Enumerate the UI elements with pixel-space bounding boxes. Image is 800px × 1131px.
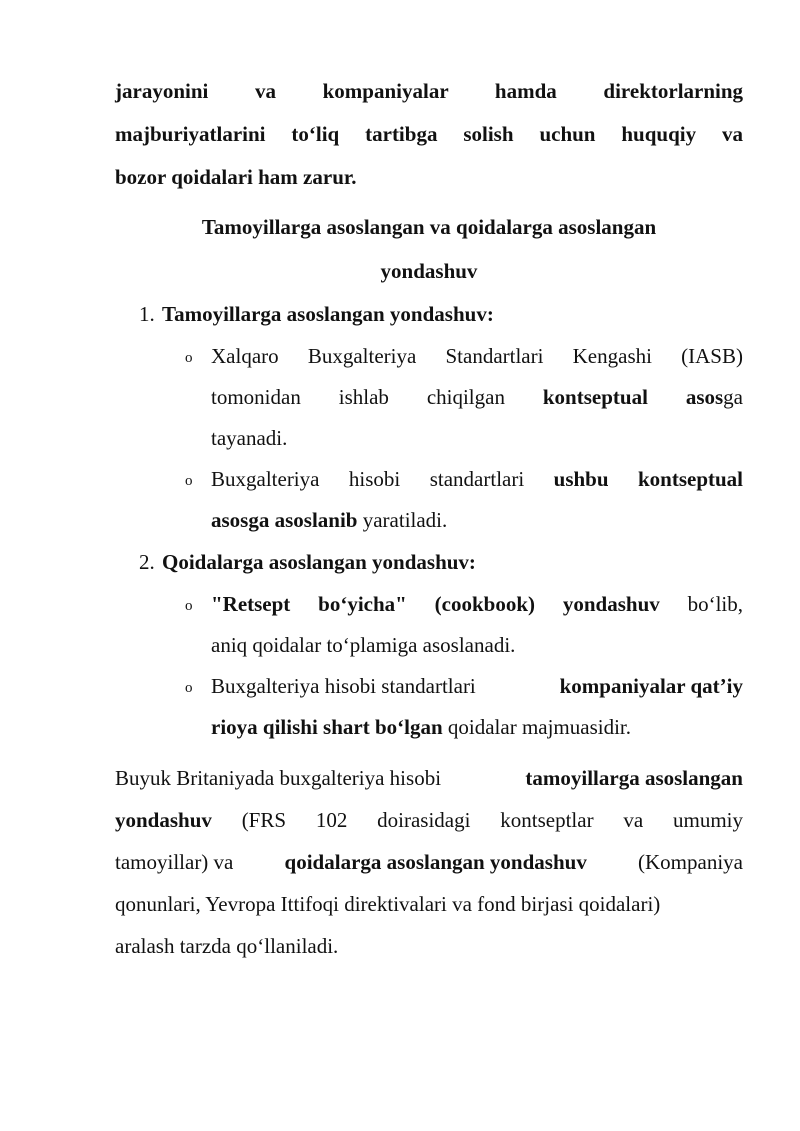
word: solish xyxy=(463,122,514,146)
bullet-item xyxy=(115,584,743,666)
bullet-icon: o xyxy=(185,598,193,614)
bullet-line: aniq qoidalar to‘plamiga asoslanadi. xyxy=(211,633,516,657)
bullet-line: "Retsept bo‘yicha" (cookbook) yondashuv bo‘lib, xyxy=(211,592,744,616)
bullet-line: rioya qilishi shart bo‘lgan qoidalar majmuasidir. xyxy=(211,715,632,739)
intro-line-3: bozor qoidalari ham zarur. xyxy=(115,165,357,189)
word: huquqiy xyxy=(621,122,697,146)
word: majburiyatlarini xyxy=(115,122,266,146)
bullet-item xyxy=(115,336,743,459)
word: to‘liq xyxy=(291,122,340,146)
word: va xyxy=(254,79,276,103)
closing-line-3: tamoyillar) va qoidalarga asoslangan yondashuv (Kompaniya xyxy=(115,850,743,874)
heading-line-2: yondashuv xyxy=(380,259,478,283)
word: jarayonini xyxy=(115,79,209,103)
intro-line-2 xyxy=(115,113,743,156)
bullet-item xyxy=(115,459,743,541)
bullet-line: asosga asoslanib yaratiladi. xyxy=(211,508,448,532)
item-title: Tamoyillarga asoslangan yondashuv: xyxy=(162,302,494,326)
item-title: Qoidalarga asoslangan yondashuv: xyxy=(162,550,476,574)
bullet-line: Buxgalteriya hisobi standartlari kompaniyalar qat’iy xyxy=(211,674,743,698)
list-item-2 xyxy=(115,541,743,584)
word: va xyxy=(722,122,743,146)
closing-line-4: qonunlari, Yevropa Ittifoqi direktivalari va fond birjasi qoidalari) xyxy=(115,892,661,916)
heading-line-1: Tamoyillarga asoslangan va qoidalarga asoslangan xyxy=(201,215,657,239)
list-item-1 xyxy=(115,293,743,336)
item-number: 1. xyxy=(139,302,155,326)
bullet-line: tayanadi. xyxy=(211,426,288,450)
bullet-line: Xalqaro Buxgalteriya Standartlari Kengashi (IASB) xyxy=(211,344,743,368)
bullet-icon: o xyxy=(185,350,193,366)
closing-line-2: yondashuv (FRS 102 doirasidagi kontseptlar va umumiy xyxy=(115,808,743,832)
section-heading xyxy=(115,205,743,293)
word: direktorlarning xyxy=(603,79,744,103)
bullet-icon: o xyxy=(185,680,193,696)
word: tartibga xyxy=(365,122,438,146)
intro-paragraph xyxy=(115,70,743,199)
word: uchun xyxy=(539,122,596,146)
word: kompaniyalar xyxy=(322,79,449,103)
closing-paragraph xyxy=(115,757,743,967)
closing-line-1: Buyuk Britaniyada buxgalteriya hisobi tamoyillarga asoslangan xyxy=(115,766,743,790)
bullet-item xyxy=(115,666,743,748)
bullet-line: Buxgalteriya hisobi standartlari ushbu kontseptual xyxy=(211,467,744,491)
closing-line-5: aralash tarzda qo‘llaniladi. xyxy=(115,934,339,958)
bullet-line: tomonidan ishlab chiqilgan kontseptual asosga xyxy=(211,385,743,409)
item-number: 2. xyxy=(139,550,155,574)
intro-line-1 xyxy=(115,70,743,113)
document-page xyxy=(115,70,743,967)
word: hamda xyxy=(494,79,557,103)
bullet-icon: o xyxy=(185,473,193,489)
